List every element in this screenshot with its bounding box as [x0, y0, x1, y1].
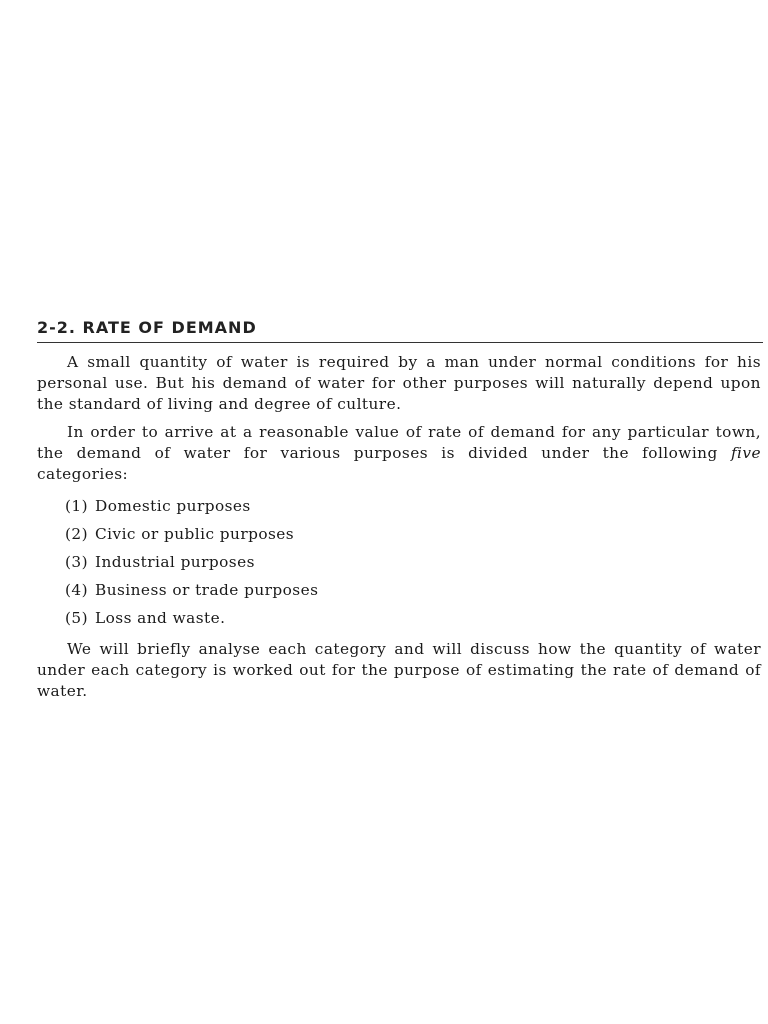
list-item-label: Loss and waste.: [95, 609, 226, 627]
category-list: [65, 492, 761, 632]
list-item: [65, 492, 761, 520]
list-item-label: Industrial purposes: [95, 553, 255, 571]
paragraph-categories: [37, 422, 761, 485]
list-item: [65, 604, 761, 632]
list-item: [65, 548, 761, 576]
list-item-number: (3): [65, 553, 89, 571]
section-heading-row: [37, 318, 763, 343]
emphasis-five: five: [730, 444, 761, 462]
section-body: [37, 352, 761, 709]
paragraph-intro: A small quantity of water is required by a man under normal conditions for his personal use. But his demand of water for other purposes will naturally depend upon the standard of living and degree of culture.: [37, 353, 761, 413]
list-item-label: Domestic purposes: [95, 497, 251, 515]
paragraph-categories-text: In order to arrive at a reasonable value of rate of demand for any particular town, the demand of water for various purposes is divided under the following: [37, 423, 761, 462]
list-item-label: Civic or public purposes: [95, 525, 295, 543]
list-item-number: (5): [65, 609, 89, 627]
list-item: [65, 520, 761, 548]
paragraph-categories-tail: categories:: [37, 465, 129, 483]
list-item-number: (2): [65, 525, 89, 543]
list-item-number: (4): [65, 581, 89, 599]
section-heading: 2-2. RATE OF DEMAND: [37, 318, 257, 337]
paragraph-analysis: We will briefly analyse each category and will discuss how the quantity of water under each category is worked out for the purpose of estimating the rate of demand of water.: [37, 640, 761, 700]
list-item: [65, 576, 761, 604]
list-item-number: (1): [65, 497, 89, 515]
list-item-label: Business or trade purposes: [95, 581, 319, 599]
